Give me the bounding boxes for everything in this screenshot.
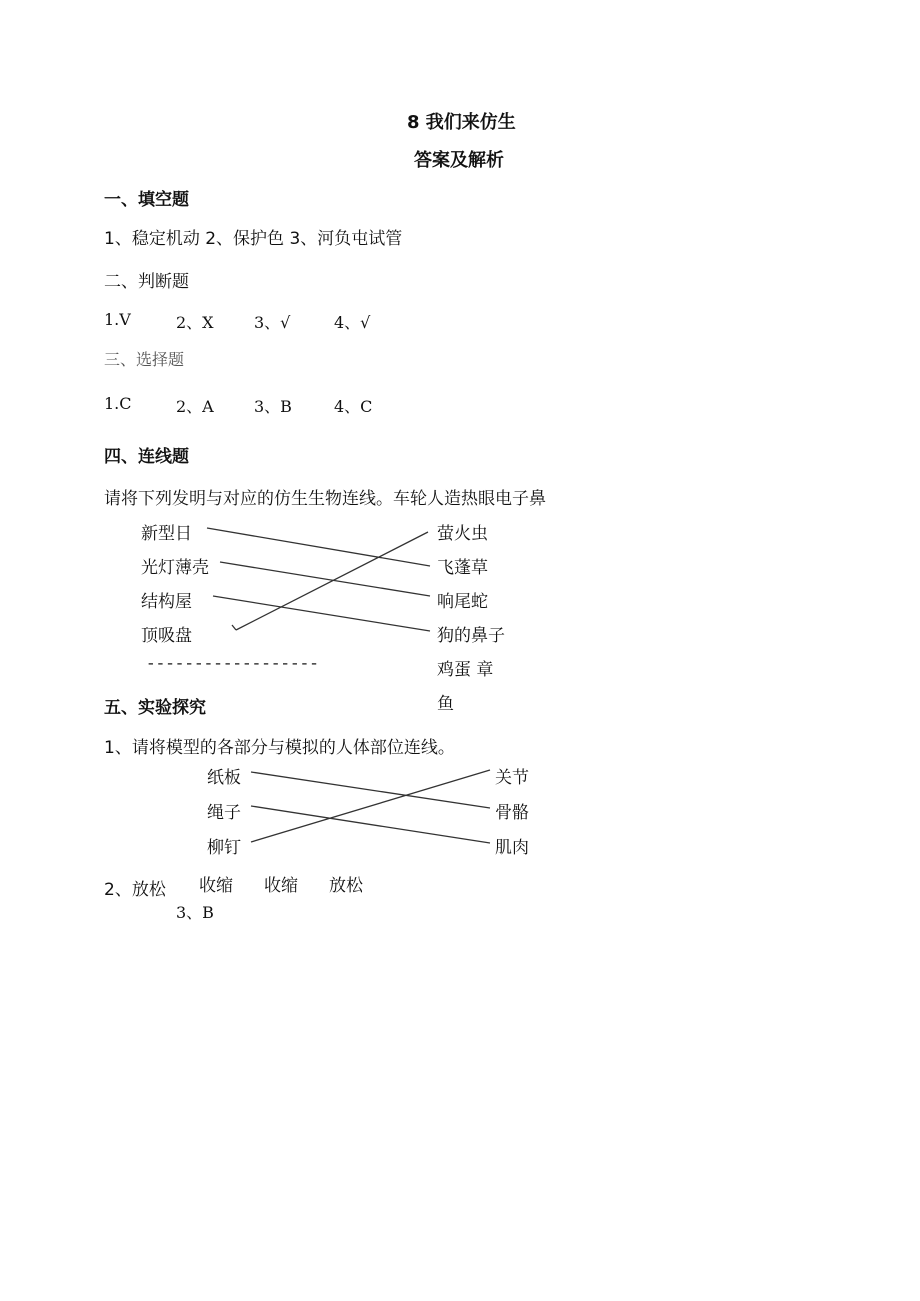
experiment-question-3-answer: 3、B <box>176 903 214 922</box>
choice-answer-3: 3、B <box>254 397 292 416</box>
model-connector-line-2 <box>251 806 490 843</box>
matching-left-item-2: 光灯薄壳 <box>141 558 209 578</box>
dashed-separator: ------------------ <box>146 655 319 673</box>
true-false-answer-4: 4、√ <box>334 313 371 332</box>
experiment-question-1: 1、请将模型的各部分与模拟的人体部位连线。 <box>104 738 455 758</box>
matching-right-item-4: 狗的鼻子 <box>437 626 505 646</box>
true-false-answer-3: 3、√ <box>254 313 291 332</box>
matching-right-item-2: 飞蓬草 <box>437 558 488 578</box>
choice-answer-4: 4、C <box>334 397 373 416</box>
page-title: 8 我们来仿生 <box>407 112 516 133</box>
matching-right-item-1: 萤火虫 <box>437 524 488 544</box>
model-connector-line-1 <box>251 772 490 808</box>
page-subtitle: 答案及解析 <box>414 150 504 171</box>
true-false-answer-1: 1.V <box>104 310 131 329</box>
model-part-1: 纸板 <box>207 768 241 788</box>
experiment-question-2-label: 2、放松 <box>104 880 166 900</box>
experiment-answer-word-2: 收缩 <box>264 876 298 896</box>
matching-right-item-6: 鱼 <box>437 694 454 714</box>
model-part-3: 柳钉 <box>207 838 241 858</box>
matching-left-item-1: 新型日 <box>141 524 192 544</box>
section-heading-experiment: 五、实验探究 <box>104 698 206 718</box>
choice-answer-1: 1.C <box>104 394 132 413</box>
fill-blank-answer: 1、稳定机动 2、保护色 3、河负屯试管 <box>104 229 403 249</box>
body-part-2: 骨骼 <box>495 803 529 823</box>
model-connector-line-3 <box>251 770 490 842</box>
section-heading-true-false: 二、判断题 <box>104 272 189 292</box>
section-heading-fill-blank: 一、填空题 <box>104 190 189 210</box>
matching-prompt: 请将下列发明与对应的仿生生物连线。车轮人造热眼电子鼻 <box>104 489 546 509</box>
choice-answer-2: 2、A <box>176 397 214 416</box>
matching-left-item-4: 顶吸盘 <box>141 626 192 646</box>
experiment-answer-word-1: 收缩 <box>199 876 233 896</box>
experiment-answer-word-3: 放松 <box>329 876 363 896</box>
matching-right-item-5: 鸡蛋 章 <box>437 660 494 680</box>
body-part-3: 肌肉 <box>495 838 529 858</box>
section-heading-matching: 四、连线题 <box>104 447 189 467</box>
model-part-2: 绳子 <box>207 803 241 823</box>
matching-right-item-3: 响尾蛇 <box>437 592 488 612</box>
body-part-1: 关节 <box>495 768 529 788</box>
true-false-answer-2: 2、X <box>176 313 214 332</box>
matching-left-item-3: 结构屋 <box>141 592 192 612</box>
section-heading-multiple-choice: 三、选择题 <box>104 350 185 369</box>
